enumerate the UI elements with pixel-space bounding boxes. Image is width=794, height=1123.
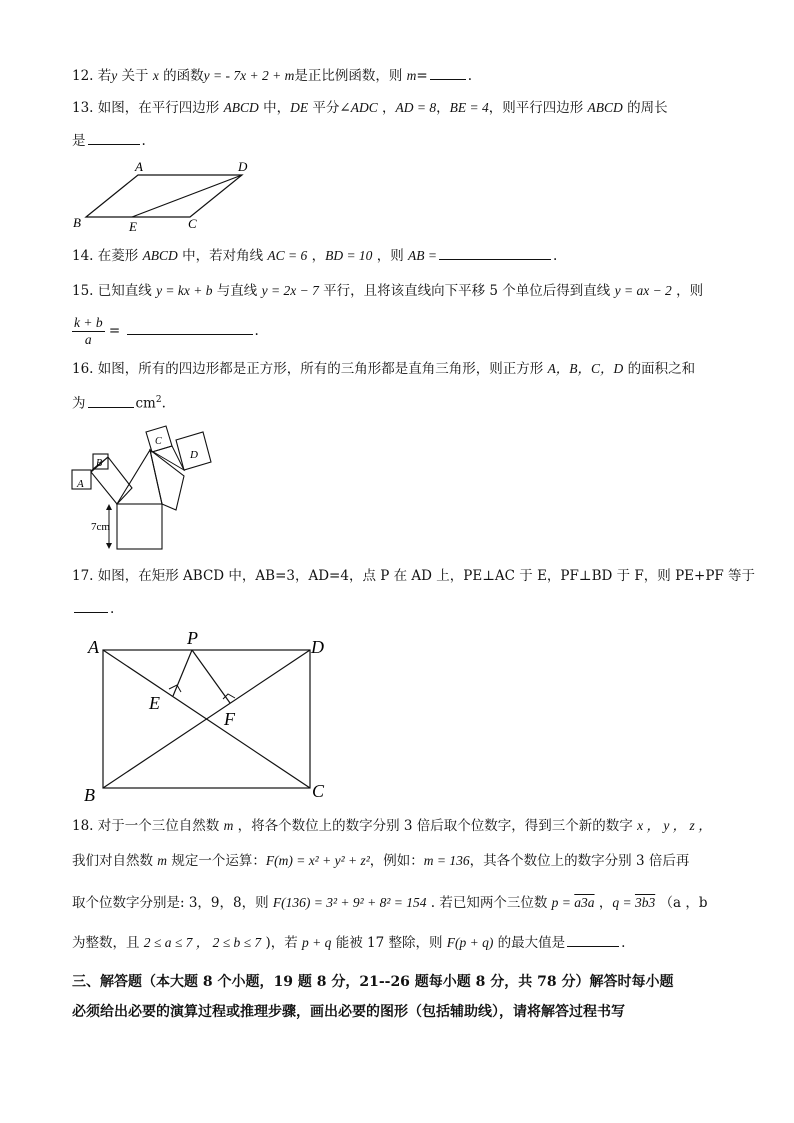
q13-abcd: ABCD bbox=[223, 100, 259, 115]
q16-arrow-up bbox=[106, 504, 112, 510]
q16-big-square bbox=[117, 504, 162, 549]
q16-label-a: A bbox=[77, 478, 84, 490]
q13-text: 中， bbox=[258, 100, 291, 116]
q14-line bbox=[72, 245, 557, 266]
q13-line1 bbox=[72, 98, 668, 118]
q12-text: 12. 若 bbox=[72, 68, 112, 84]
q14-ac: AC = 6 bbox=[267, 248, 308, 263]
q15-answer-blank[interactable] bbox=[127, 320, 253, 335]
q18-pq: p + q bbox=[302, 935, 332, 950]
q13-text: 13. 如图，在平行四边形 bbox=[72, 100, 224, 116]
q13-label-b: B bbox=[73, 215, 81, 230]
q15-denominator: a bbox=[84, 332, 92, 347]
q13-be: BE = 4 bbox=[449, 100, 489, 115]
q16-unit: cm bbox=[135, 395, 156, 412]
q18-line4 bbox=[72, 932, 625, 953]
q15-text: 与直线 bbox=[212, 283, 262, 299]
section3-heading-line2: 必须给出必要的演算过程或推理步骤，画出必要的图形（包括辅助线），请将解答过程书写 bbox=[72, 1004, 625, 1020]
q12-end: . bbox=[467, 68, 472, 84]
q13-abcd2: ABCD bbox=[587, 100, 623, 115]
q18-answer-blank[interactable] bbox=[567, 932, 619, 947]
q13-label-d: D bbox=[238, 159, 248, 174]
q13-line2 bbox=[72, 130, 146, 151]
q18-text: 18. 对于一个三位自然数 bbox=[72, 818, 224, 834]
q13-label-a: A bbox=[135, 159, 143, 174]
q18-var-m2: m bbox=[157, 853, 168, 868]
q18-text: 我们对自然数 bbox=[72, 853, 158, 869]
q12-text-func: 的函数 bbox=[158, 68, 204, 84]
q15-text: 15. 已知直线 bbox=[72, 283, 157, 299]
q17-label-p: P bbox=[187, 628, 198, 648]
q15-line2 bbox=[72, 313, 259, 349]
q16-length-label: 7cm bbox=[91, 521, 110, 533]
section3-heading-line1: 三、解答题（本大题 8 个小题，19 题 8 分，21--26 题每小题 8 分，共 78 分）解答时每小题 bbox=[72, 974, 674, 990]
q17-end: . bbox=[110, 601, 115, 617]
q13-text: 平分∠ bbox=[308, 100, 351, 116]
q18-text: 的最大值是 bbox=[493, 935, 566, 951]
q18-text: 为整数，且 bbox=[72, 935, 144, 951]
q16-line2 bbox=[72, 390, 166, 414]
q15-end: . bbox=[254, 323, 259, 339]
q18-line1 bbox=[72, 816, 712, 836]
q17-answer-blank[interactable] bbox=[74, 598, 108, 613]
q16-squares-figure bbox=[66, 420, 226, 555]
q15-text: ，则 bbox=[671, 283, 704, 299]
q18-b3b: 3b3 bbox=[634, 895, 656, 910]
q16-label-c: C bbox=[155, 436, 162, 447]
q15-eq3: y = ax − 2 bbox=[614, 283, 672, 298]
q13-text: 是 bbox=[72, 133, 86, 149]
q18-text: ，其各个数位上的数字分别 3 倍后再 bbox=[469, 853, 690, 869]
q14-end: . bbox=[553, 248, 558, 264]
q12-line bbox=[72, 65, 472, 86]
q18-fpq: F(p + q) bbox=[446, 935, 494, 950]
q16-text: 16. 如图，所有的四边形都是正方形，所有的三角形都是直角三角形，则正方形 bbox=[72, 361, 548, 377]
q15-numerator: k + b bbox=[74, 315, 103, 330]
q16-line1 bbox=[72, 359, 695, 379]
q14-text: ， bbox=[307, 248, 326, 264]
q13-text: ， bbox=[377, 100, 396, 116]
q15-text: 平行，且将该直线向下平移 5 个单位后得到直线 bbox=[318, 283, 615, 299]
q18-text: ，例如： bbox=[369, 853, 424, 869]
q17-segment-pf bbox=[192, 650, 230, 703]
q13-segment-de bbox=[132, 175, 242, 217]
q12-suffix: 是正比例函数，则 bbox=[294, 68, 407, 84]
q18-text: 规定一个运算： bbox=[167, 853, 266, 869]
q15-eq1: y = kx + b bbox=[156, 283, 213, 298]
q18-text: )，若 bbox=[261, 935, 303, 951]
q18-var-m: m bbox=[223, 818, 234, 833]
q18-q: q = bbox=[612, 895, 635, 910]
q13-parallelogram-figure bbox=[70, 155, 260, 235]
q18-m136: m = 136 bbox=[423, 853, 470, 868]
q17-label-e: E bbox=[149, 693, 160, 713]
q18-end: . bbox=[621, 935, 626, 951]
q12-var-x: x bbox=[152, 68, 159, 83]
q12-text-about: 关于 bbox=[117, 68, 153, 84]
q12-answer-blank[interactable] bbox=[430, 65, 466, 80]
q17-segment-pe bbox=[173, 650, 192, 696]
q13-end: . bbox=[141, 133, 146, 149]
q16-label-d: D bbox=[190, 449, 198, 461]
q16-text: 为 bbox=[72, 395, 86, 412]
q17-label-f: F bbox=[224, 709, 235, 729]
q14-ab: AB = bbox=[408, 248, 438, 263]
q13-adc: ADC bbox=[350, 100, 378, 115]
q16-end: . bbox=[161, 395, 166, 412]
q13-comma: ， bbox=[436, 100, 450, 116]
q13-answer-blank[interactable] bbox=[88, 130, 140, 145]
q18-range: 2 ≤ a ≤ 7 ， 2 ≤ b ≤ 7 bbox=[143, 935, 262, 950]
q17-text: 17. 如图，在矩形 ABCD 中，AB=3，AD=4，点 P 在 AD 上，PE⊥AC 于 E，PF⊥BD 于 F，则 PE+PF 等于 bbox=[72, 568, 756, 584]
q15-fraction bbox=[72, 315, 105, 348]
q14-text: ，则 bbox=[372, 248, 409, 264]
q12-eq: = bbox=[416, 68, 428, 84]
q16-label-b: B bbox=[96, 458, 103, 469]
q18-text: 能被 17 整除，则 bbox=[331, 935, 447, 951]
q17-label-c: C bbox=[312, 781, 325, 801]
q18-xyz: x ， y ， z ， bbox=[637, 818, 712, 833]
q13-ad: AD = 8 bbox=[395, 100, 437, 115]
q14-abcd: ABCD bbox=[142, 248, 178, 263]
q13-parallelogram bbox=[86, 175, 242, 217]
q18-text: （a ，b bbox=[655, 895, 708, 911]
q18-text: ， bbox=[594, 895, 613, 911]
q17-label-b: B bbox=[84, 785, 95, 805]
q14-text: 中，若对角线 bbox=[177, 248, 268, 264]
q17-line2 bbox=[72, 598, 114, 619]
q12-expr: y = - 7x + 2 + m bbox=[203, 68, 295, 83]
q15-eq2: y = 2x − 7 bbox=[261, 283, 319, 298]
q17-label-d: D bbox=[311, 637, 324, 657]
q14-answer-blank[interactable] bbox=[439, 245, 551, 260]
q16-unit-sup: 2 bbox=[155, 395, 162, 405]
q14-text: 14. 在菱形 bbox=[72, 248, 143, 264]
q13-text: 的周长 bbox=[622, 100, 668, 116]
q18-line2 bbox=[72, 851, 689, 871]
q17-line1 bbox=[72, 566, 755, 586]
q13-label-c: C bbox=[188, 216, 197, 231]
q12-var-m: m bbox=[406, 68, 417, 83]
q18-p: p = bbox=[551, 895, 575, 910]
q17-label-a: A bbox=[88, 637, 99, 657]
q18-line3 bbox=[72, 893, 707, 913]
q17-rectangle-figure bbox=[78, 625, 338, 805]
q12-var-y: y bbox=[111, 68, 118, 83]
q18-text: 取个位数字分别是: 3，9，8，则 bbox=[72, 895, 273, 911]
q16-answer-blank[interactable] bbox=[88, 393, 134, 408]
q13-de: DE bbox=[290, 100, 309, 115]
q16-text: 的面积之和 bbox=[623, 361, 696, 377]
q18-a3a: a3a bbox=[574, 895, 595, 910]
q18-text: ，将各个数位上的数字分别 3 倍后取个位数字，得到三个新的数字 bbox=[233, 818, 638, 834]
q16-arrow-down bbox=[106, 543, 112, 549]
q18-text: . 若已知两个三位数 bbox=[426, 895, 552, 911]
q15-line1 bbox=[72, 281, 703, 301]
q14-bd: BD = 10 bbox=[325, 248, 373, 263]
q13-text: ，则平行四边形 bbox=[488, 100, 588, 116]
q16-letters: A，B，C，D bbox=[547, 361, 624, 376]
q18-f136: F(136) = 3² + 9² + 8² = 154 bbox=[272, 895, 427, 910]
q13-label-e: E bbox=[129, 219, 137, 234]
q18-fm: F(m) = x² + y² + z² bbox=[265, 853, 370, 868]
q15-eq: = bbox=[104, 323, 125, 339]
